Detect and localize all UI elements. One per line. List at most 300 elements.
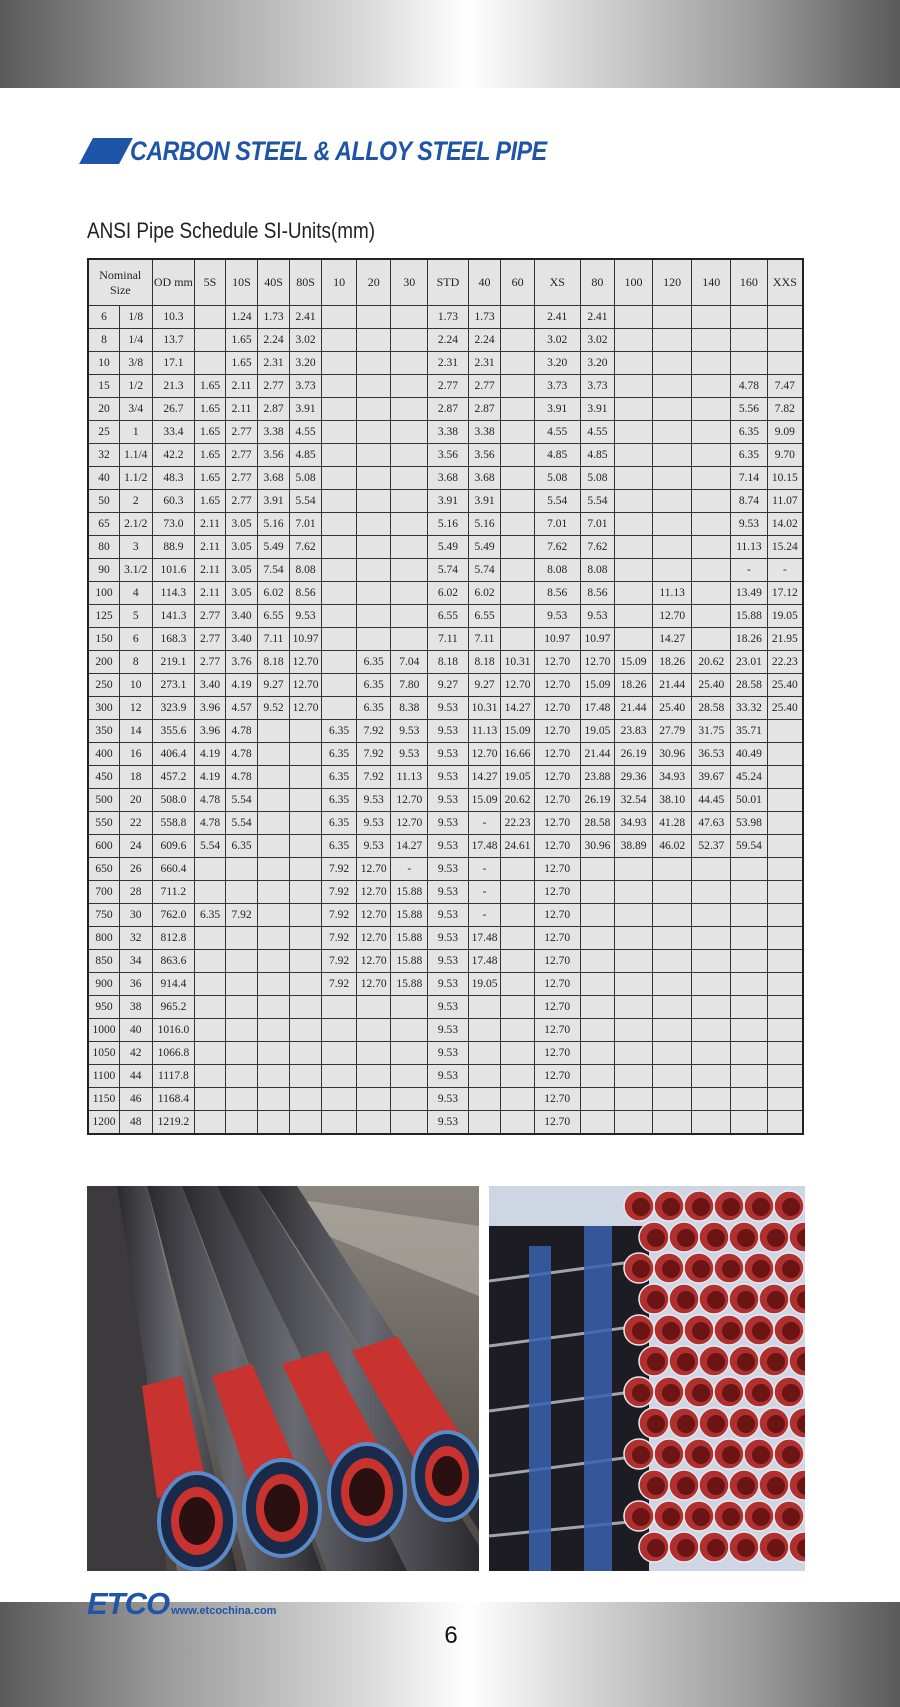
table-cell: 9.70 <box>767 444 803 467</box>
table-cell: 90 <box>88 559 120 582</box>
table-cell: 15.88 <box>391 927 428 950</box>
table-cell: 1.65 <box>225 329 258 352</box>
table-cell: 3.05 <box>225 559 258 582</box>
table-cell <box>767 1042 803 1065</box>
table-cell <box>322 1111 357 1135</box>
table-cell: 1.65 <box>195 444 226 467</box>
table-cell <box>731 881 768 904</box>
table-cell: 17.1 <box>152 352 195 375</box>
pipe-bore <box>662 1508 680 1526</box>
table-cell <box>322 605 357 628</box>
table-cell: 4.78 <box>731 375 768 398</box>
table-row <box>88 582 803 605</box>
table-cell <box>652 513 692 536</box>
table-cell: 125 <box>88 605 120 628</box>
table-cell: - <box>468 904 501 927</box>
table-cell <box>289 858 322 881</box>
table-cell: 17.48 <box>468 927 501 950</box>
table-cell <box>356 628 391 651</box>
table-cell: 50.01 <box>731 789 768 812</box>
table-cell: 2.87 <box>258 398 290 421</box>
table-cell: 5.54 <box>580 490 615 513</box>
table-cell <box>615 421 653 444</box>
table-cell <box>322 444 357 467</box>
table-cell <box>391 306 428 329</box>
table-cell <box>356 329 391 352</box>
table-cell: 2.77 <box>225 490 258 513</box>
table-cell <box>322 582 357 605</box>
table-cell: 42.2 <box>152 444 195 467</box>
table-cell <box>615 1019 653 1042</box>
table-cell <box>615 352 653 375</box>
table-cell <box>615 467 653 490</box>
table-cell <box>731 352 768 375</box>
table-cell: 4.78 <box>225 743 258 766</box>
table-cell <box>767 835 803 858</box>
table-cell: 1.65 <box>195 421 226 444</box>
table-cell: 3.73 <box>580 375 615 398</box>
table-cell <box>652 1042 692 1065</box>
table-row <box>88 1111 803 1135</box>
table-cell: 2.31 <box>428 352 469 375</box>
table-cell <box>356 536 391 559</box>
table-cell: 6.35 <box>322 789 357 812</box>
table-cell <box>501 973 535 996</box>
table-cell: 7.80 <box>391 674 428 697</box>
table-cell: 41.28 <box>652 812 692 835</box>
table-cell: 9.27 <box>468 674 501 697</box>
table-cell <box>225 927 258 950</box>
table-cell <box>258 1088 290 1111</box>
table-cell <box>356 1019 391 1042</box>
table-cell <box>258 720 290 743</box>
pipe-bore <box>692 1446 710 1464</box>
table-cell <box>731 858 768 881</box>
table-cell: 11.13 <box>391 766 428 789</box>
table-cell: 3/4 <box>120 398 153 421</box>
table-cell <box>652 927 692 950</box>
table-cell: 2.77 <box>195 651 226 674</box>
table-cell: 24.61 <box>501 835 535 858</box>
table-cell: 9.52 <box>258 697 290 720</box>
table-cell: 28.58 <box>731 674 768 697</box>
table-cell <box>615 927 653 950</box>
table-cell: 450 <box>88 766 120 789</box>
table-cell <box>731 1111 768 1135</box>
table-cell <box>225 1088 258 1111</box>
table-cell: 7.01 <box>289 513 322 536</box>
table-cell: 24 <box>120 835 153 858</box>
table-cell: 400 <box>88 743 120 766</box>
table-cell <box>356 306 391 329</box>
table-cell: 4.78 <box>225 766 258 789</box>
table-cell <box>692 559 731 582</box>
table-cell: 2.77 <box>258 375 290 398</box>
table-cell <box>652 444 692 467</box>
table-cell: 101.6 <box>152 559 195 582</box>
table-cell: 5.54 <box>534 490 580 513</box>
table-cell: 34.93 <box>615 812 653 835</box>
table-cell <box>322 421 357 444</box>
table-cell: 12.70 <box>356 973 391 996</box>
pipe-bore <box>692 1384 710 1402</box>
table-cell <box>692 927 731 950</box>
table-cell <box>289 927 322 950</box>
table-cell: 1.24 <box>225 306 258 329</box>
table-cell: 3.91 <box>289 398 322 421</box>
table-cell: 5.54 <box>225 812 258 835</box>
table-cell: 30.96 <box>580 835 615 858</box>
table-cell: 12.70 <box>391 789 428 812</box>
table-cell <box>767 973 803 996</box>
table-cell <box>391 582 428 605</box>
table-cell <box>692 1019 731 1042</box>
table-cell <box>501 582 535 605</box>
table-cell <box>195 858 226 881</box>
table-cell <box>692 1042 731 1065</box>
table-cell: 650 <box>88 858 120 881</box>
table-cell: 26.19 <box>580 789 615 812</box>
table-cell <box>225 881 258 904</box>
pipe-bore <box>767 1477 785 1495</box>
table-cell: 1.1/4 <box>120 444 153 467</box>
table-cell <box>615 1042 653 1065</box>
pipe-bore <box>662 1198 680 1216</box>
table-cell <box>225 858 258 881</box>
table-row <box>88 306 803 329</box>
pipe-bore <box>677 1291 695 1309</box>
table-cell <box>258 881 290 904</box>
pipe-bore <box>647 1539 665 1557</box>
table-cell: 10.3 <box>152 306 195 329</box>
table-cell: - <box>391 858 428 881</box>
table-cell: 10.31 <box>501 651 535 674</box>
table-cell <box>356 467 391 490</box>
table-cell: 14.27 <box>468 766 501 789</box>
table-cell: 5.49 <box>258 536 290 559</box>
table-cell <box>580 904 615 927</box>
table-cell <box>652 996 692 1019</box>
table-cell <box>692 398 731 421</box>
header-schedule: STD <box>428 259 469 306</box>
table-cell <box>322 467 357 490</box>
table-cell: 5.74 <box>428 559 469 582</box>
table-cell: 700 <box>88 881 120 904</box>
table-row <box>88 421 803 444</box>
table-cell <box>615 858 653 881</box>
table-cell <box>289 1019 322 1042</box>
table-cell: 1/8 <box>120 306 153 329</box>
table-cell: 2.24 <box>258 329 290 352</box>
table-cell: 32.54 <box>615 789 653 812</box>
pipe-bore <box>752 1446 770 1464</box>
table-cell: 9.53 <box>428 743 469 766</box>
table-cell <box>391 467 428 490</box>
table-cell <box>580 1111 615 1135</box>
table-cell: 3.20 <box>289 352 322 375</box>
table-cell <box>258 835 290 858</box>
table-cell <box>692 467 731 490</box>
table-cell: 6.35 <box>322 812 357 835</box>
table-cell: 50 <box>88 490 120 513</box>
table-cell: 18.26 <box>615 674 653 697</box>
table-cell: 2.31 <box>468 352 501 375</box>
table-cell <box>322 536 357 559</box>
table-cell: 7.04 <box>391 651 428 674</box>
table-cell: 14.27 <box>501 697 535 720</box>
table-cell: 31.75 <box>692 720 731 743</box>
table-cell <box>580 1019 615 1042</box>
table-cell <box>615 513 653 536</box>
table-cell: 6.35 <box>356 697 391 720</box>
table-cell: 6.55 <box>428 605 469 628</box>
table-cell: 2.77 <box>195 628 226 651</box>
table-cell: 1000 <box>88 1019 120 1042</box>
table-cell: 9.53 <box>289 605 322 628</box>
table-cell: 8.18 <box>468 651 501 674</box>
table-cell <box>322 996 357 1019</box>
table-cell: 3.38 <box>428 421 469 444</box>
table-cell: 3.05 <box>225 536 258 559</box>
table-cell <box>767 329 803 352</box>
table-cell: 12.70 <box>534 766 580 789</box>
table-cell: 42 <box>120 1042 153 1065</box>
table-cell: 6 <box>120 628 153 651</box>
table-cell: 1117.8 <box>152 1065 195 1088</box>
table-cell: 33.4 <box>152 421 195 444</box>
table-cell: 9.53 <box>391 720 428 743</box>
pipe-bore <box>752 1508 770 1526</box>
table-cell <box>580 950 615 973</box>
table-cell: 6.35 <box>731 421 768 444</box>
table-cell <box>195 1065 226 1088</box>
table-row <box>88 743 803 766</box>
table-cell <box>580 1065 615 1088</box>
table-body <box>88 306 803 1135</box>
table-cell: 9.53 <box>428 904 469 927</box>
pipe-bore <box>737 1477 755 1495</box>
table-cell: 16.66 <box>501 743 535 766</box>
table-cell: 18.26 <box>731 628 768 651</box>
table-cell: 812.8 <box>152 927 195 950</box>
table-cell <box>692 973 731 996</box>
header-schedule: 30 <box>391 259 428 306</box>
table-cell <box>501 329 535 352</box>
pipe-bore <box>782 1384 800 1402</box>
table-cell: 8 <box>120 651 153 674</box>
table-cell: 26.19 <box>615 743 653 766</box>
table-cell: 12.70 <box>534 927 580 950</box>
table-cell: 30.96 <box>652 743 692 766</box>
table-cell: 3.56 <box>258 444 290 467</box>
table-cell: 13.49 <box>731 582 768 605</box>
pipe-bore <box>677 1415 695 1433</box>
table-cell: 3.40 <box>225 628 258 651</box>
table-cell: 7.62 <box>534 536 580 559</box>
table-cell <box>468 1111 501 1135</box>
pipe-bore <box>782 1508 800 1526</box>
table-cell: 7.92 <box>322 973 357 996</box>
table-cell <box>391 996 428 1019</box>
pipe-bore <box>737 1539 755 1557</box>
table-cell: 7.92 <box>225 904 258 927</box>
table-cell <box>225 1042 258 1065</box>
table-cell <box>615 582 653 605</box>
table-cell <box>501 559 535 582</box>
table-cell: 10.97 <box>289 628 322 651</box>
table-cell: 2.24 <box>428 329 469 352</box>
table-cell: 8 <box>88 329 120 352</box>
table-cell: 15.24 <box>767 536 803 559</box>
pipe-bore <box>632 1198 650 1216</box>
table-cell: 2.77 <box>428 375 469 398</box>
table-cell <box>322 559 357 582</box>
table-cell: 12.70 <box>534 950 580 973</box>
table-cell: 39.67 <box>692 766 731 789</box>
table-cell: 3.68 <box>428 467 469 490</box>
table-cell: 12.70 <box>356 927 391 950</box>
table-cell <box>767 1111 803 1135</box>
table-cell <box>322 674 357 697</box>
table-cell <box>501 1065 535 1088</box>
pipe-bore <box>647 1477 665 1495</box>
table-cell: 3.76 <box>225 651 258 674</box>
table-cell <box>356 996 391 1019</box>
table-cell: 10 <box>120 674 153 697</box>
table-cell: 40.49 <box>731 743 768 766</box>
top-gradient-band <box>0 0 900 88</box>
table-cell: 5.54 <box>225 789 258 812</box>
table-cell: 3.20 <box>534 352 580 375</box>
table-cell: 20.62 <box>501 789 535 812</box>
table-cell: 12.70 <box>534 835 580 858</box>
table-cell: 10.97 <box>580 628 615 651</box>
table-cell <box>501 398 535 421</box>
table-cell: 7.82 <box>767 398 803 421</box>
table-cell: 44 <box>120 1065 153 1088</box>
table-cell <box>322 352 357 375</box>
table-cell: 2.11 <box>195 536 226 559</box>
table-cell: 12.70 <box>534 996 580 1019</box>
header-schedule: 10S <box>225 259 258 306</box>
table-row <box>88 973 803 996</box>
table-cell: 12.70 <box>580 651 615 674</box>
table-cell: 12.70 <box>289 674 322 697</box>
table-cell: 26 <box>120 858 153 881</box>
table-cell: 8.56 <box>580 582 615 605</box>
table-cell <box>289 1111 322 1135</box>
table-cell: 1066.8 <box>152 1042 195 1065</box>
table-cell: 219.1 <box>152 651 195 674</box>
table-cell <box>289 1088 322 1111</box>
pipe-bore <box>662 1384 680 1402</box>
table-cell: 17.48 <box>468 835 501 858</box>
table-cell: 7.92 <box>322 904 357 927</box>
table-cell <box>258 789 290 812</box>
table-cell: 5.16 <box>258 513 290 536</box>
table-cell: 21.95 <box>767 628 803 651</box>
table-cell <box>731 1065 768 1088</box>
table-cell <box>692 490 731 513</box>
table-cell: 53.98 <box>731 812 768 835</box>
header-schedule: 5S <box>195 259 226 306</box>
table-cell <box>356 1088 391 1111</box>
table-cell: 6.35 <box>322 743 357 766</box>
header-schedule: XXS <box>767 259 803 306</box>
table-cell: 3.56 <box>428 444 469 467</box>
table-cell: 323.9 <box>152 697 195 720</box>
table-cell <box>195 329 226 352</box>
pipe-bore <box>677 1353 695 1371</box>
table-cell <box>652 375 692 398</box>
table-cell: 609.6 <box>152 835 195 858</box>
table-cell: 10.97 <box>534 628 580 651</box>
table-cell: 800 <box>88 927 120 950</box>
table-cell: 6.55 <box>258 605 290 628</box>
table-cell: 15.09 <box>615 651 653 674</box>
table-cell: 2.77 <box>468 375 501 398</box>
table-cell <box>692 858 731 881</box>
pipe-bore <box>782 1446 800 1464</box>
table-cell: 4.55 <box>534 421 580 444</box>
table-cell <box>731 996 768 1019</box>
table-cell <box>391 628 428 651</box>
table-cell <box>501 306 535 329</box>
table-cell <box>615 559 653 582</box>
table-cell: 23.88 <box>580 766 615 789</box>
table-cell <box>615 996 653 1019</box>
pipe-bore <box>782 1322 800 1340</box>
table-cell: 1.65 <box>195 375 226 398</box>
table-cell: 2.41 <box>534 306 580 329</box>
table-cell: 3.91 <box>258 490 290 513</box>
pipe-bore <box>752 1322 770 1340</box>
table-cell: 6.02 <box>258 582 290 605</box>
table-cell <box>767 766 803 789</box>
pipe-bore <box>737 1415 755 1433</box>
table-cell: 4.57 <box>225 697 258 720</box>
table-cell: - <box>468 812 501 835</box>
table-cell: 9.53 <box>428 1111 469 1135</box>
table-cell: 3.68 <box>468 467 501 490</box>
table-cell <box>501 904 535 927</box>
table-cell: 3.38 <box>468 421 501 444</box>
table-cell: 73.0 <box>152 513 195 536</box>
table-cell: 9.53 <box>428 1088 469 1111</box>
table-cell: 3.96 <box>195 697 226 720</box>
table-cell: 2.77 <box>225 421 258 444</box>
table-cell: 13.7 <box>152 329 195 352</box>
table-cell <box>767 881 803 904</box>
table-cell: 8.18 <box>428 651 469 674</box>
table-cell: 3.05 <box>225 513 258 536</box>
table-cell: 12 <box>120 697 153 720</box>
table-title: ANSI Pipe Schedule SI-Units(mm) <box>87 218 376 243</box>
table-cell: 1150 <box>88 1088 120 1111</box>
pipe-bore <box>722 1198 740 1216</box>
table-cell: 950 <box>88 996 120 1019</box>
table-cell: 6.35 <box>195 904 226 927</box>
table-cell <box>322 375 357 398</box>
table-cell: 36.53 <box>692 743 731 766</box>
table-cell <box>615 490 653 513</box>
table-cell: 8.74 <box>731 490 768 513</box>
table-cell: 1.1/2 <box>120 467 153 490</box>
table-cell: 12.70 <box>534 1065 580 1088</box>
table-cell <box>356 375 391 398</box>
table-cell: 300 <box>88 697 120 720</box>
table-cell: - <box>468 881 501 904</box>
